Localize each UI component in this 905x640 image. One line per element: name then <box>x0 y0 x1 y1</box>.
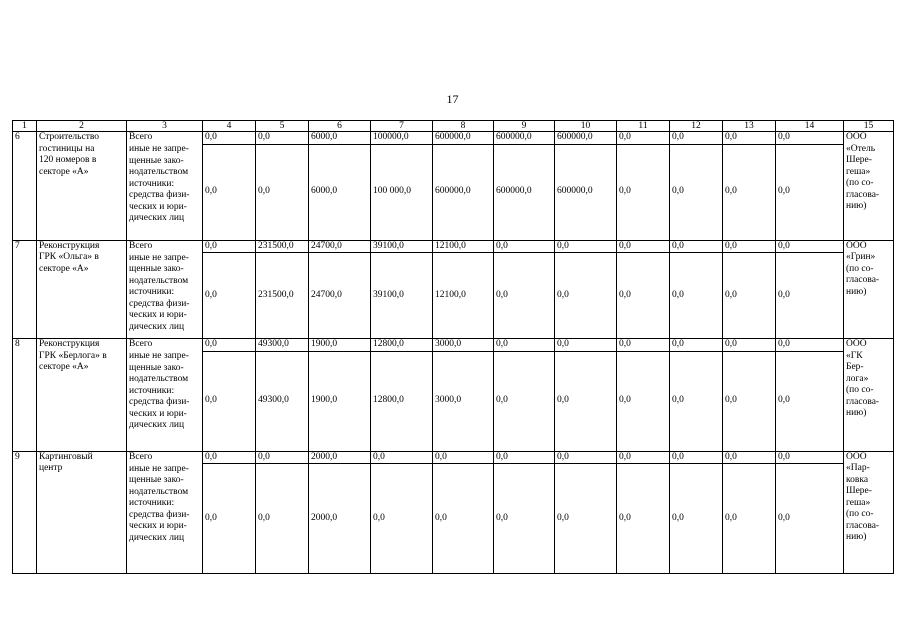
total-label: Всего <box>127 451 203 464</box>
total-value: 0,0 <box>723 339 776 352</box>
total-value: 3000,0 <box>433 339 494 352</box>
total-value: 49300,0 <box>256 339 309 352</box>
column-number: 11 <box>617 121 670 132</box>
total-label: Всего <box>127 339 203 352</box>
total-label: Всего <box>127 132 203 145</box>
project-name: Строительство гостиницы на 120 номеров в секторе «А» <box>37 132 127 241</box>
executor: ООО «Грин» (по со- гласова- нию) <box>844 240 894 339</box>
table-row <box>13 339 894 352</box>
total-value: 0,0 <box>433 451 494 464</box>
source-value: 39100,0 <box>371 253 433 339</box>
total-value: 1900,0 <box>309 339 371 352</box>
table-row <box>13 451 894 464</box>
project-name: Картинговый центр <box>37 451 127 574</box>
total-value: 0,0 <box>494 451 555 464</box>
total-value: 12100,0 <box>433 240 494 253</box>
total-value: 0,0 <box>670 240 723 253</box>
source-label: иные не запре- щенные зако- нодательством источники: средства физи- ческих и юри- дических лиц <box>127 351 203 451</box>
source-value: 600000,0 <box>433 144 494 240</box>
total-value: 0,0 <box>555 451 617 464</box>
source-value: 0,0 <box>723 144 776 240</box>
total-value: 0,0 <box>256 451 309 464</box>
total-value: 39100,0 <box>371 240 433 253</box>
source-value: 0,0 <box>670 253 723 339</box>
total-value: 0,0 <box>494 240 555 253</box>
total-value: 600000,0 <box>555 132 617 145</box>
source-value: 24700,0 <box>309 253 371 339</box>
project-name: Реконструкция ГРК «Ольга» в секторе «А» <box>37 240 127 339</box>
total-value: 0,0 <box>723 240 776 253</box>
source-value: 12100,0 <box>433 253 494 339</box>
column-number: 4 <box>203 121 256 132</box>
source-value: 0,0 <box>776 351 844 451</box>
total-value: 6000,0 <box>309 132 371 145</box>
total-value: 24700,0 <box>309 240 371 253</box>
executor: ООО «Отель Шере- геша» (по со- гласова- нию) <box>844 132 894 241</box>
source-value: 0,0 <box>256 464 309 574</box>
source-value: 0,0 <box>776 253 844 339</box>
column-number: 15 <box>844 121 894 132</box>
source-value: 0,0 <box>203 464 256 574</box>
source-value: 231500,0 <box>256 253 309 339</box>
total-value: 0,0 <box>555 339 617 352</box>
source-value: 0,0 <box>494 253 555 339</box>
total-value: 0,0 <box>776 132 844 145</box>
total-value: 0,0 <box>723 451 776 464</box>
table-row <box>13 132 894 145</box>
source-value: 0,0 <box>371 464 433 574</box>
total-value: 0,0 <box>617 451 670 464</box>
source-value: 2000,0 <box>309 464 371 574</box>
source-value: 0,0 <box>776 464 844 574</box>
source-value: 600000,0 <box>494 144 555 240</box>
total-value: 0,0 <box>776 339 844 352</box>
total-value: 0,0 <box>670 451 723 464</box>
column-number: 2 <box>37 121 127 132</box>
source-value: 12800,0 <box>371 351 433 451</box>
source-value: 0,0 <box>776 144 844 240</box>
source-label: иные не запре- щенные зако- нодательством источники: средства физи- ческих и юри- дических лиц <box>127 464 203 574</box>
financing-table <box>12 120 894 574</box>
source-value: 0,0 <box>494 464 555 574</box>
column-number: 7 <box>371 121 433 132</box>
source-value: 0,0 <box>723 351 776 451</box>
total-value: 231500,0 <box>256 240 309 253</box>
source-value: 0,0 <box>617 464 670 574</box>
total-value: 100000,0 <box>371 132 433 145</box>
table-subrow <box>13 253 894 339</box>
total-value: 0,0 <box>723 132 776 145</box>
column-number: 1 <box>13 121 37 132</box>
column-number: 14 <box>776 121 844 132</box>
column-number: 10 <box>555 121 617 132</box>
total-value: 0,0 <box>494 339 555 352</box>
total-value: 0,0 <box>371 451 433 464</box>
executor: ООО «Пар- ковка Шере- геша» (по со- гласова- нию) <box>844 451 894 574</box>
source-value: 100 000,0 <box>371 144 433 240</box>
source-value: 49300,0 <box>256 351 309 451</box>
total-value: 0,0 <box>670 132 723 145</box>
total-value: 0,0 <box>617 240 670 253</box>
table-subrow <box>13 144 894 240</box>
source-value: 3000,0 <box>433 351 494 451</box>
source-value: 0,0 <box>670 144 723 240</box>
column-number: 6 <box>309 121 371 132</box>
source-value: 0,0 <box>494 351 555 451</box>
source-value: 0,0 <box>723 253 776 339</box>
column-number: 5 <box>256 121 309 132</box>
source-value: 600000,0 <box>555 144 617 240</box>
source-value: 0,0 <box>555 351 617 451</box>
source-value: 0,0 <box>203 253 256 339</box>
total-value: 0,0 <box>203 339 256 352</box>
source-value: 0,0 <box>555 464 617 574</box>
column-number: 13 <box>723 121 776 132</box>
column-number: 8 <box>433 121 494 132</box>
row-number: 6 <box>13 132 37 241</box>
source-value: 0,0 <box>670 351 723 451</box>
table-subrow <box>13 351 894 451</box>
source-value: 0,0 <box>617 253 670 339</box>
total-value: 0,0 <box>776 451 844 464</box>
total-value: 600000,0 <box>494 132 555 145</box>
total-value: 2000,0 <box>309 451 371 464</box>
source-label: иные не запре- щенные зако- нодательством источники: средства физи- ческих и юри- дических лиц <box>127 253 203 339</box>
total-value: 0,0 <box>203 240 256 253</box>
total-value: 0,0 <box>555 240 617 253</box>
row-number: 8 <box>13 339 37 452</box>
source-value: 0,0 <box>433 464 494 574</box>
source-value: 1900,0 <box>309 351 371 451</box>
total-label: Всего <box>127 240 203 253</box>
source-value: 0,0 <box>203 144 256 240</box>
total-value: 0,0 <box>617 339 670 352</box>
source-value: 0,0 <box>723 464 776 574</box>
total-value: 0,0 <box>776 240 844 253</box>
project-name: Реконструкция ГРК «Берлога» в секторе «А» <box>37 339 127 452</box>
total-value: 0,0 <box>670 339 723 352</box>
source-value: 0,0 <box>203 351 256 451</box>
column-number: 3 <box>127 121 203 132</box>
table-subrow <box>13 464 894 574</box>
total-value: 0,0 <box>256 132 309 145</box>
source-value: 0,0 <box>617 144 670 240</box>
source-value: 0,0 <box>256 144 309 240</box>
source-value: 6000,0 <box>309 144 371 240</box>
total-value: 0,0 <box>203 132 256 145</box>
executor: ООО «ГК Бер- лога» (по со- гласова- нию) <box>844 339 894 452</box>
row-number: 9 <box>13 451 37 574</box>
column-number-row <box>13 121 894 132</box>
source-label: иные не запре- щенные зако- нодательством источники: средства физи- ческих и юри- дических лиц <box>127 144 203 240</box>
total-value: 12800,0 <box>371 339 433 352</box>
row-number: 7 <box>13 240 37 339</box>
table-row <box>13 240 894 253</box>
total-value: 0,0 <box>203 451 256 464</box>
column-number: 12 <box>670 121 723 132</box>
source-value: 0,0 <box>617 351 670 451</box>
total-value: 0,0 <box>617 132 670 145</box>
page-number: 17 <box>446 92 459 106</box>
source-value: 0,0 <box>555 253 617 339</box>
column-number: 9 <box>494 121 555 132</box>
source-value: 0,0 <box>670 464 723 574</box>
total-value: 600000,0 <box>433 132 494 145</box>
